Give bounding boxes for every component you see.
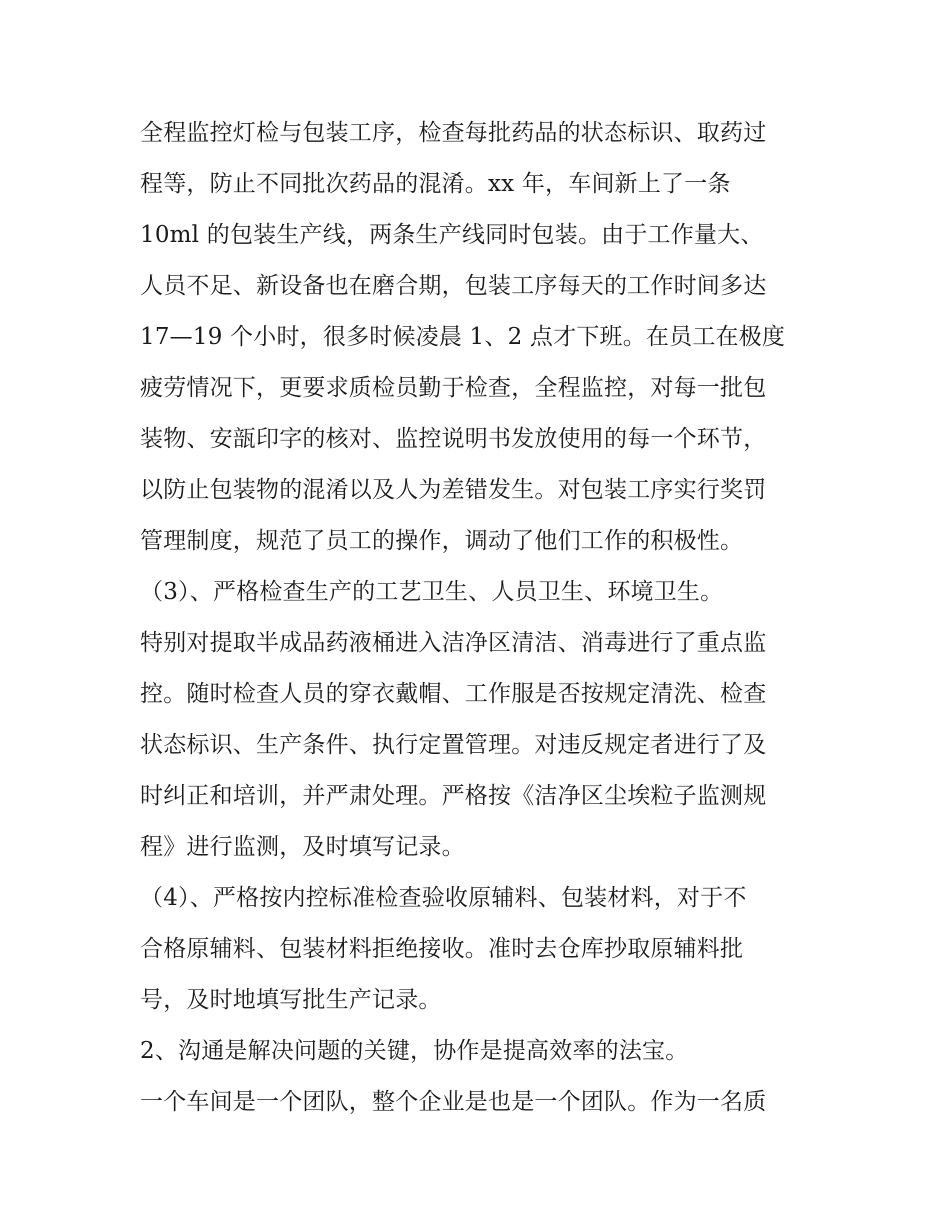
text-line: 人员不足、新设备也在磨合期，包装工序每天的工作时间多达 bbox=[140, 273, 767, 299]
text-line: 控。随时检查人员的穿衣戴帽、工作服是否按规定清洗、检查 bbox=[140, 681, 767, 707]
text-line: 管理制度，规范了员工的操作，调动了他们工作的积极性。 bbox=[140, 528, 744, 554]
text-line: 时纠正和培训，并严肃处理。严格按《洁净区尘埃粒子监测规 bbox=[140, 783, 767, 809]
text-line: 程等，防止不同批次药品的混淆。xx 年，车间新上了一条 bbox=[140, 171, 731, 197]
text-line: 号，及时地填写批生产记录。 bbox=[140, 987, 442, 1013]
text-line: 17—19 个小时，很多时候凌晨 1、2 点才下班。在员工在极度 bbox=[140, 324, 786, 350]
text-line: 以防止包装物的混淆以及人为差错发生。对包装工序实行奖罚 bbox=[140, 477, 767, 503]
text-line: 合格原辅料、包装材料拒绝接收。准时去仓库抄取原辅料批 bbox=[140, 936, 744, 962]
text-line: 全程监控灯检与包装工序，检查每批药品的状态标识、取药过 bbox=[140, 120, 767, 146]
text-line: 特别对提取半成品药液桶进入洁净区清洁、消毒进行了重点监 bbox=[140, 630, 767, 656]
text-line: 一个车间是一个团队，整个企业是也是一个团队。作为一名质 bbox=[140, 1089, 767, 1115]
text-line: 状态标识、生产条件、执行定置管理。对违反规定者进行了及 bbox=[140, 732, 767, 758]
text-line: 10ml 的包装生产线，两条生产线同时包装。由于工作量大、 bbox=[140, 222, 764, 248]
text-line: 疲劳情况下，更要求质检员勤于检查，全程监控，对每一批包 bbox=[140, 375, 767, 401]
section-heading-4: （4）、严格按内控标准检查验收原辅料、包装材料，对于不 bbox=[140, 885, 747, 911]
body-text bbox=[140, 108, 830, 1128]
text-line: 装物、安瓿印字的核对、监控说明书发放使用的每一个环节， bbox=[140, 426, 767, 452]
text-line: 程》进行监测，及时填写记录。 bbox=[140, 834, 465, 860]
section-heading-2: 2、沟通是解决问题的关键，协作是提高效率的法宝。 bbox=[140, 1038, 689, 1064]
section-heading-3: （3）、严格检查生产的工艺卫生、人员卫生、环境卫生。 bbox=[140, 579, 724, 605]
